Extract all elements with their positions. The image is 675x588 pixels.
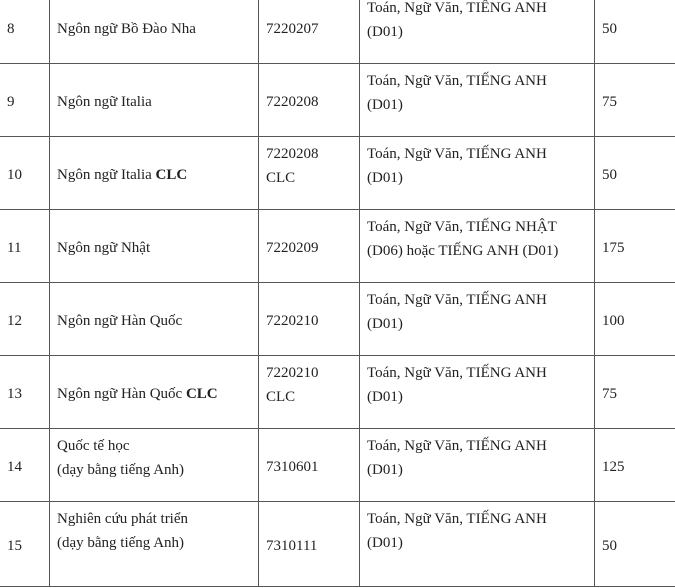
table-row [0,429,675,502]
subject-combination: Toán, Ngữ Văn, TIẾNG ANH [367,507,587,531]
quota-cell [595,356,675,429]
row-number: 13 [7,382,42,406]
program-name-cell [50,356,259,429]
program-code: 7220209 [266,236,352,260]
subject-combination-cell [360,429,595,502]
program-code-cell [259,356,360,429]
program-name: Ngôn ngữ Bồ Đào Nha [57,21,196,37]
clc-label: CLC [156,167,188,183]
quota: 125 [602,455,675,479]
subject-combination: Toán, Ngữ Văn, TIẾNG ANH [367,288,587,312]
subject-combination: Toán, Ngữ Văn, TIẾNG NHẬT [367,215,587,239]
program-code-cell [259,0,360,64]
table-row [0,137,675,210]
program-code-suffix: CLC [266,166,352,190]
row-number: 8 [7,17,42,41]
subject-combination-code: (D01) [367,312,587,336]
subject-combination-code: (D01) [367,93,587,117]
row-number: 9 [7,90,42,114]
subject-combination-code: (D01) [367,166,587,190]
quota: 175 [602,236,675,260]
clc-label: CLC [186,386,218,402]
program-name-cell [50,137,259,210]
program-code: 7220208 [266,90,352,114]
row-number-cell [0,283,50,356]
row-number-cell [0,502,50,587]
program-code-cell [259,137,360,210]
table-row [0,64,675,137]
quota-cell [595,283,675,356]
program-code: 7310601 [266,455,352,479]
row-number: 11 [7,236,42,260]
subject-combination-code: (D01) [367,458,587,482]
program-code-suffix: CLC [266,385,352,409]
row-number: 10 [7,163,42,187]
quota: 50 [602,17,675,41]
program-code: 7220208 [266,142,352,166]
program-code-cell [259,429,360,502]
row-number-cell [0,137,50,210]
subject-combination-code: (D01) [367,531,587,555]
program-name: Ngôn ngữ Hàn Quốc [57,386,182,402]
program-name-cell [50,0,259,64]
program-name: Ngôn ngữ Italia [57,167,152,183]
row-number-cell [0,429,50,502]
program-code: 7310111 [266,534,352,558]
quota: 50 [602,534,675,558]
subject-combination-cell [360,64,595,137]
table-row [0,283,675,356]
subject-combination-code: (D06) hoặc TIẾNG ANH (D01) [367,239,587,263]
subject-combination-cell [360,356,595,429]
subject-combination: Toán, Ngữ Văn, TIẾNG ANH [367,434,587,458]
subject-combination-cell [360,283,595,356]
quota-cell [595,502,675,587]
program-code-cell [259,502,360,587]
program-name: Ngôn ngữ Hàn Quốc [57,313,182,329]
quota-cell [595,64,675,137]
subject-combination-cell [360,210,595,283]
quota: 100 [602,309,675,333]
program-name-cell [50,283,259,356]
subject-combination: Toán, Ngữ Văn, TIẾNG ANH [367,142,587,166]
subject-combination-code: (D01) [367,20,587,44]
subject-combination: Toán, Ngữ Văn, TIẾNG ANH [367,69,587,93]
row-number-cell [0,0,50,64]
program-name: Nghiên cứu phát triển [57,507,251,531]
quota-cell [595,210,675,283]
program-name-cell [50,210,259,283]
quota: 75 [602,382,675,406]
program-name-note: (dạy bằng tiếng Anh) [57,531,251,555]
program-name-cell [50,64,259,137]
table-row [0,502,675,587]
row-number-cell [0,210,50,283]
program-name-cell [50,429,259,502]
row-number: 15 [7,534,42,558]
quota-cell [595,0,675,64]
program-code-cell [259,64,360,137]
table-row [0,210,675,283]
subject-combination: Toán, Ngữ Văn, TIẾNG ANH [367,0,587,20]
table-row [0,0,675,64]
quota-cell [595,429,675,502]
program-name: Quốc tế học [57,434,251,458]
program-code: 7220210 [266,361,352,385]
program-name-note: (dạy bằng tiếng Anh) [57,458,251,482]
subject-combination-cell [360,137,595,210]
program-code: 7220207 [266,17,352,41]
program-name-cell [50,502,259,587]
program-code-cell [259,283,360,356]
table-row [0,356,675,429]
program-name: Ngôn ngữ Italia [57,94,152,110]
subject-combination-cell [360,502,595,587]
row-number: 14 [7,455,42,479]
subject-combination: Toán, Ngữ Văn, TIẾNG ANH [367,361,587,385]
program-code-cell [259,210,360,283]
subject-combination-code: (D01) [367,385,587,409]
subject-combination-cell [360,0,595,64]
row-number-cell [0,356,50,429]
quota-cell [595,137,675,210]
row-number-cell [0,64,50,137]
program-code: 7220210 [266,309,352,333]
row-number: 12 [7,309,42,333]
program-name: Ngôn ngữ Nhật [57,240,150,256]
quota: 50 [602,163,675,187]
quota: 75 [602,90,675,114]
